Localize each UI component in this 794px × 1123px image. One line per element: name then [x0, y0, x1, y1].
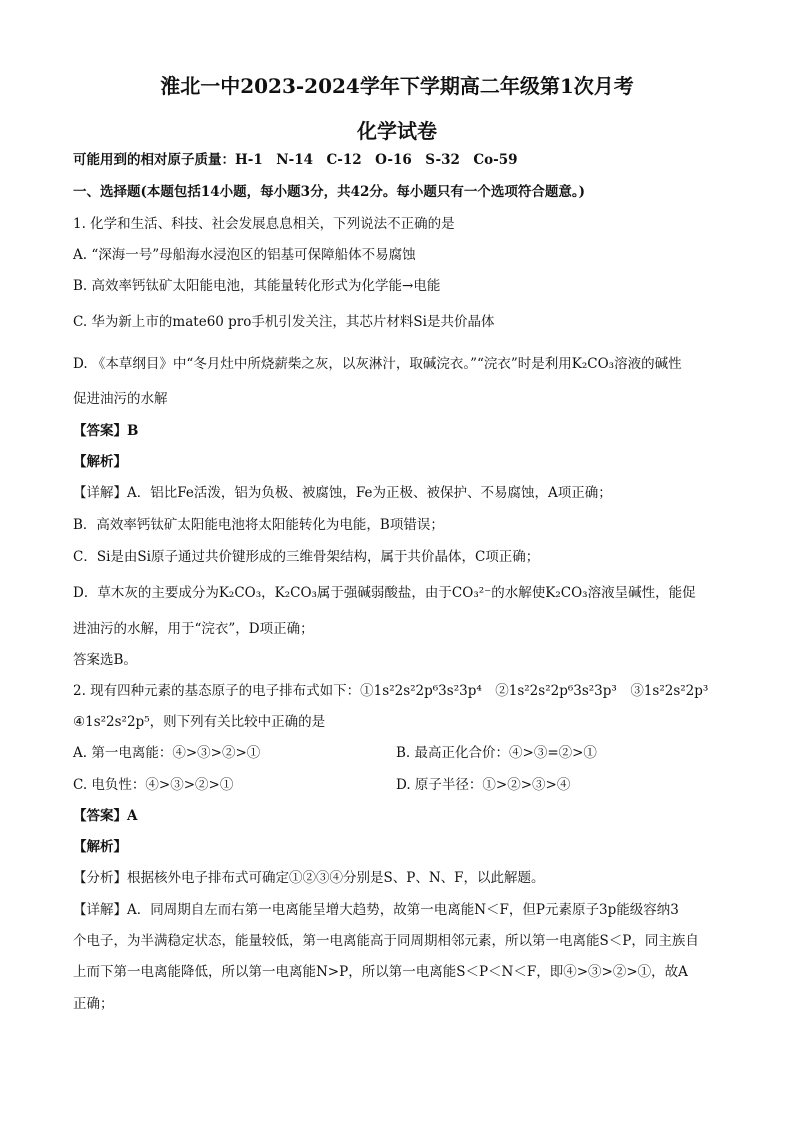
q2-answer: 【答案】A — [73, 808, 138, 824]
q2-detail-3: 上而下第一电离能降低，所以第一电离能N>P，所以第一电离能S＜P＜N＜F，即④>③>②>①，故A — [73, 964, 688, 980]
q1-stem: 1. 化学和生活、科技、社会发展息息相关，下列说法不正确的是 — [73, 216, 455, 232]
q1-choose: 答案选B。 — [73, 652, 137, 668]
q2-detail-2: 个电子，为半满稳定状态，能量较低，第一电离能高于同周期相邻元素，所以第一电离能S＜P，同主族自 — [73, 933, 699, 949]
atomic-masses: 可能用到的相对原子质量：H-1 N-14 C-12 O-16 S-32 Co-59 — [73, 152, 518, 168]
q2-fenxi: 【分析】根据核外电子排布式可确定①②③④分别是S、P、N、F，以此解题。 — [73, 870, 545, 886]
q1-detail-3: C．Si是由Si原子通过共价键形成的三维骨架结构，属于共价晶体，C项正确； — [73, 549, 540, 565]
q1-option-b: B. 高效率钙钛矿太阳能电池，其能量转化形式为化学能→电能 — [73, 278, 441, 294]
q1-detail-5: 进油污的水解，用于“浣衣”，D项正确； — [73, 621, 314, 637]
q2-option-b: B. 最高正化合价：④>③=②>① — [396, 745, 597, 761]
section-heading: 一、选择题(本题包括14小题，每小题3分，共42分。每小题只有一个选项符合题意。) — [73, 184, 585, 200]
q2-detail-1: 【详解】A．同周期自左而右第一电离能呈增大趋势，故第一电离能N＜F，但P元素原子3p能级容纳3 — [73, 902, 679, 918]
q1-option-d-line1: D. 《本草纲目》中“冬月灶中所烧薪柴之灰，以灰淋汁，取碱浣衣。”“浣衣”时是利用K₂CO₃溶液的碱性 — [73, 356, 682, 372]
q1-detail-2: B．高效率钙钛矿太阳能电池将太阳能转化为电能，B项错误； — [73, 517, 444, 533]
q1-answer: 【答案】B — [73, 423, 139, 439]
q1-detail-4: D．草木灰的主要成分为K₂CO₃，K₂CO₃属于强碱弱酸盐，由于CO₃²⁻的水解使K₂CO₃溶液呈碱性，能促 — [73, 585, 696, 601]
q1-analysis-heading: 【解析】 — [73, 454, 127, 470]
q1-option-c: C. 华为新上市的mate60 pro手机引发关注，其芯片材料Si是共价晶体 — [73, 314, 495, 330]
q2-stem-line2: ④1s²2s²2p⁵，则下列有关比较中正确的是 — [73, 714, 326, 730]
exam-subtitle: 化学试卷 — [357, 119, 437, 143]
q1-option-a: A. “深海一号”母船海水浸泡区的铝基可保障船体不易腐蚀 — [73, 247, 416, 263]
q2-analysis-heading: 【解析】 — [73, 839, 127, 855]
q2-detail-4: 正确； — [73, 996, 114, 1012]
q2-option-d: D. 原子半径：①>②>③>④ — [396, 777, 571, 793]
q1-detail-1: 【详解】A．铝比Fe活泼，铝为负极、被腐蚀，Fe为正极、被保护、不易腐蚀，A项正确； — [73, 485, 612, 501]
q2-option-a: A. 第一电离能：④>③>②>① — [73, 745, 261, 761]
q2-option-c: C. 电负性：④>③>②>① — [73, 777, 234, 793]
q1-option-d-line2: 促进油污的水解 — [73, 391, 168, 407]
exam-title: 淮北一中2023-2024学年下学期高二年级第1次月考 — [160, 74, 634, 98]
q2-stem-line1: 2. 现有四种元素的基态原子的电子排布式如下：①1s²2s²2p⁶3s²3p⁴ ②1s²2s²2p⁶3s²3p³ ③1s²2s²2p³ — [73, 683, 709, 699]
